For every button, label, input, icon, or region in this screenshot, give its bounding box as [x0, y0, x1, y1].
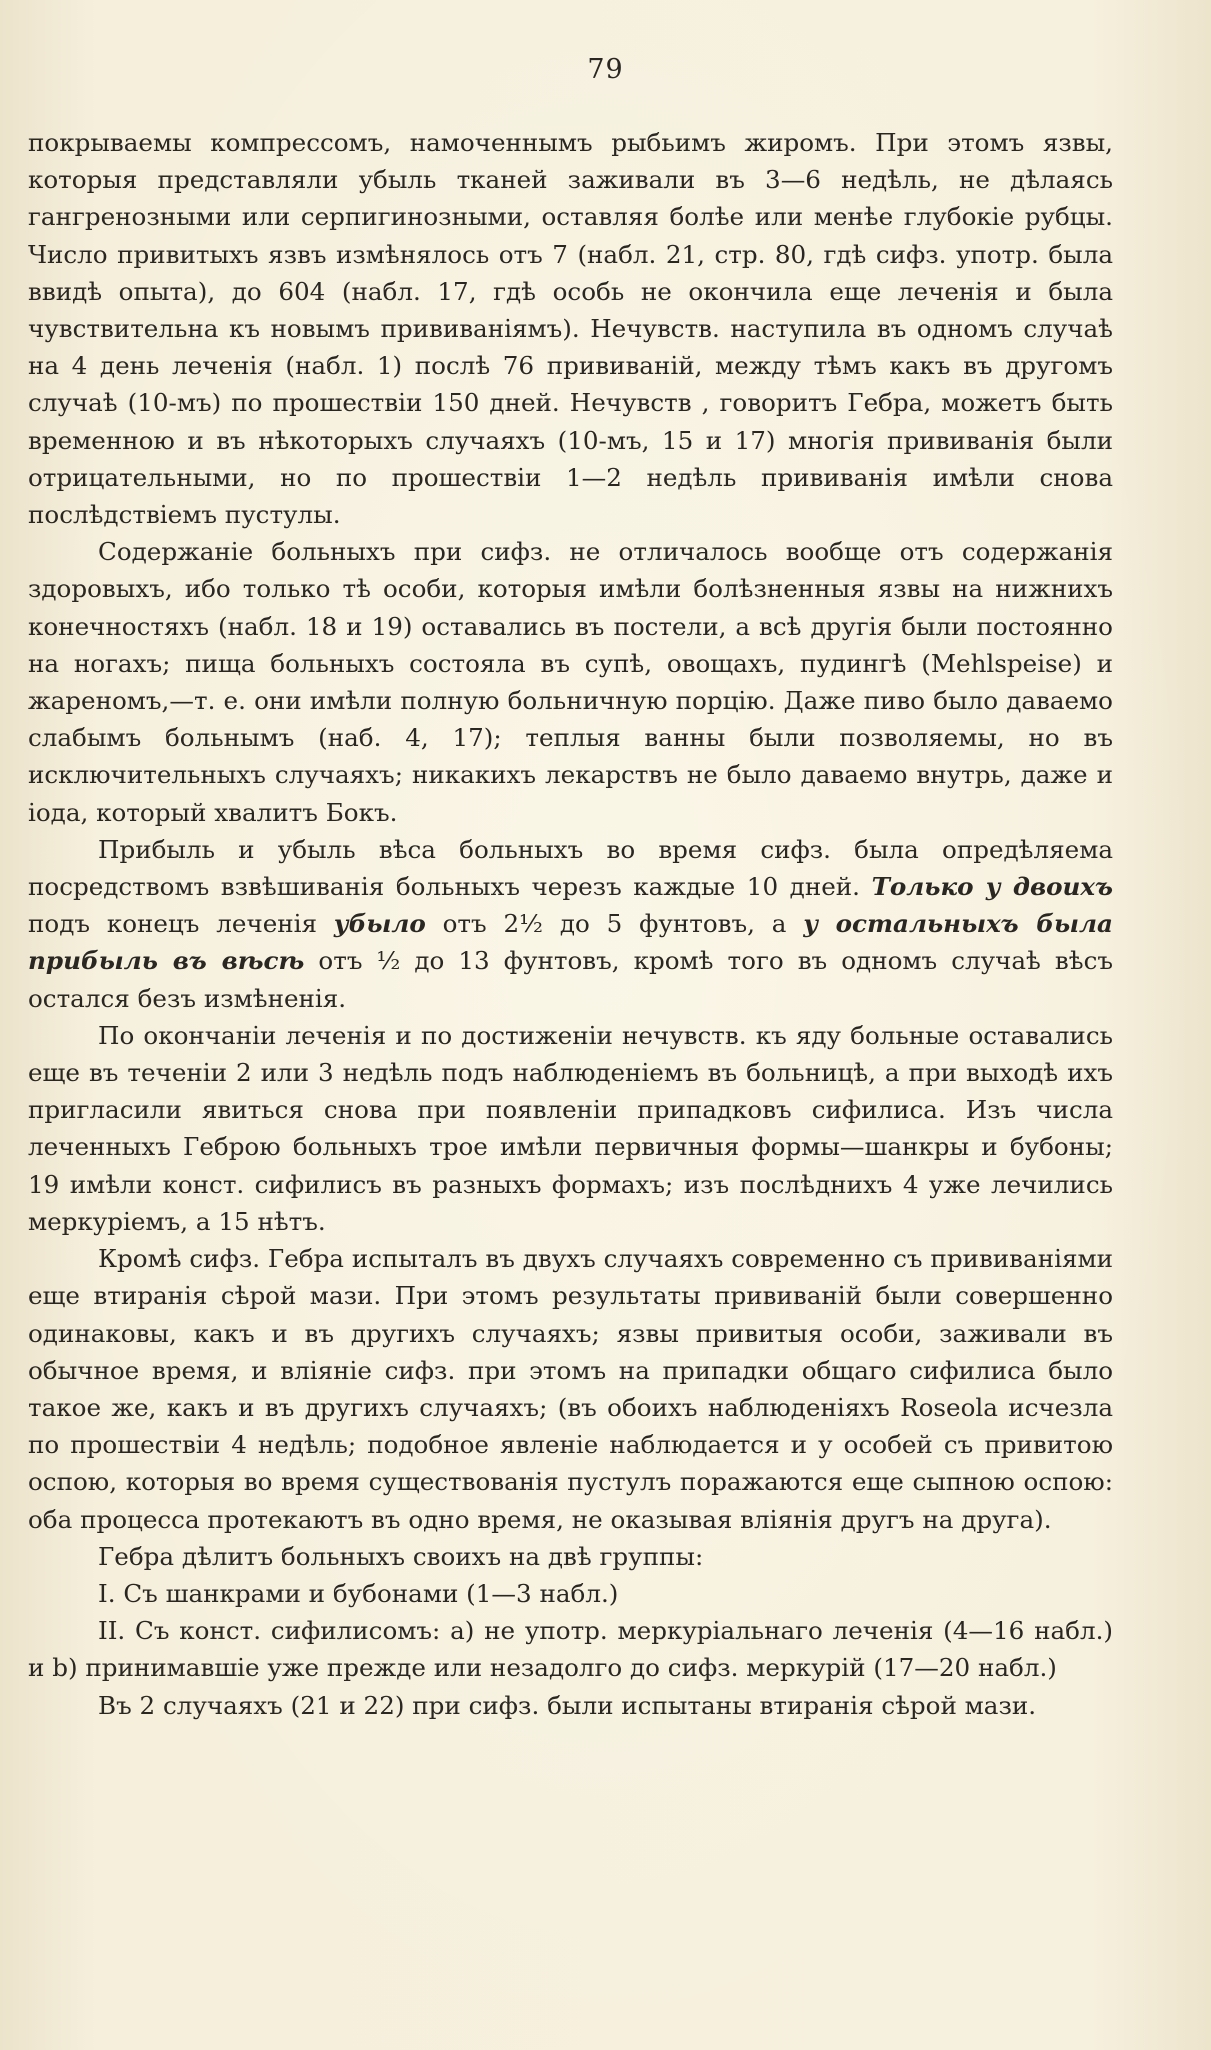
- text-run: Прибыль и убыль вѣса больныхъ во время сифз. была опредѣляема посредствомъ взвѣшиванія больныхъ черезъ каждые 10 дней.: [28, 834, 1113, 902]
- text-run: I. Съ шанкрами и бубонами (1—3 набл.): [98, 1578, 619, 1608]
- text-run: II. Съ конст. сифилисомъ: a) не употр. меркуріальнаго леченія (4—16 набл.) и b) принимавшіе уже прежде или незадолго до сифз. меркурій (17—20 набл.): [28, 1616, 1113, 1683]
- paragraph: [28, 1687, 1113, 1724]
- emphasis-text: Только у двоихъ: [871, 872, 1113, 902]
- paragraph: [28, 831, 1113, 1017]
- text-run: Гебра дѣлитъ больныхъ своихъ на двѣ группы:: [98, 1541, 704, 1571]
- body-text: [28, 124, 1113, 1724]
- text-run: отъ 2½ до 5 фунтовъ, а: [425, 909, 804, 939]
- text-run: покрываемы компрессомъ, намоченнымъ рыбьимъ жиромъ. При этомъ язвы, которыя представляли убыль тканей заживали въ 3—6 недѣль, не дѣлаясь гангренозными или серпигинозными, оставляя болѣе или менѣе глубокіе рубцы. Число привитыхъ язвъ измѣнялось отъ 7 (набл. 21, стр. 80, гдѣ сифз. употр. была ввидѣ опыта), до 604 (набл. 17, гдѣ особь не окончила еще леченія и была чувствительна къ новымъ прививаніямъ). Нечувств. наступила въ одномъ случаѣ на 4 день леченія (набл. 1) послѣ 76 прививаній, между тѣмъ какъ въ другомъ случаѣ (10-мъ) по прошествіи 150 дней. Нечувств , говоритъ Гебра, можетъ быть временною и въ нѣкоторыхъ случаяхъ (10-мъ, 15 и 17) многія прививанія были отрицательными, но по прошествіи 1—2 недѣль прививанія имѣли снова послѣдствіемъ пустулы.: [28, 128, 1113, 530]
- paragraph: [28, 533, 1113, 831]
- emphasis-text: убыло: [333, 909, 426, 939]
- page-number: 79: [587, 54, 624, 85]
- paragraph: [28, 1240, 1113, 1538]
- group-one-line: [28, 1575, 1113, 1612]
- text-run: Кромѣ сифз. Гебра испыталъ въ двухъ случаяхъ современно съ прививаніями еще втиранія сѣрой мази. При этомъ результаты прививаній были совершенно одинаковы, какъ и въ другихъ случаяхъ; язвы привитыя особи, заживали въ обычное время, и вліяніе сифз. при этомъ на припадки общаго сифилиса было такое же, какъ и въ другихъ случаяхъ; (въ обоихъ наблюденіяхъ Roseola исчезла по прошествіи 4 недѣль; подобное явленіе наблюдается и у особей съ привитою оспою, которыя во время существованія пустулъ поражаются еще сыпною оспою: оба процесса протекаютъ въ одно время, не оказывая вліянія другъ на друга).: [28, 1244, 1113, 1534]
- group-two-line: [28, 1612, 1113, 1686]
- text-run: По окончаніи леченія и по достиженіи нечувств. къ яду больные оставались еще въ теченіи 2 или 3 недѣль подъ наблюденіемъ въ больницѣ, а при выходѣ ихъ пригласили явиться снова при появленіи припадковъ сифилиса. Изъ числа леченныхъ Геброю больныхъ трое имѣли первичныя формы—шанкры и бубоны; 19 имѣли конст. сифилисъ въ разныхъ формахъ; изъ послѣднихъ 4 уже лечились меркуріемъ, а 15 нѣтъ.: [28, 1020, 1113, 1236]
- text-run: Содержаніе больныхъ при сифз. не отличалось вообще отъ содержанія здоровыхъ, ибо только тѣ особи, которыя имѣли болѣзненныя язвы на нижнихъ конечностяхъ (набл. 18 и 19) оставались въ постели, а всѣ другія были постоянно на ногахъ; пища больныхъ состояла въ супѣ, овощахъ, пудингѣ (Mehlspeise) и жареномъ,—т. е. они имѣли полную больничную порцію. Даже пиво было даваемо слабымъ больнымъ (наб. 4, 17); теплыя ванны были позволяемы, но въ исключительныхъ случаяхъ; никакихъ лекарствъ не было даваемо внутрь, даже и іода, который хвалитъ Бокъ.: [28, 537, 1113, 827]
- text-run: отъ ½ до 13 фунтовъ, кромѣ того въ одномъ случаѣ вѣсъ остался безъ измѣненія.: [28, 946, 1113, 1013]
- paragraph: [28, 1017, 1113, 1240]
- text-run: Въ 2 случаяхъ (21 и 22) при сифз. были испытаны втиранія сѣрой мази.: [98, 1690, 1037, 1720]
- emphasis-text: у остальныхъ была прибыль въ вѣсѣ: [28, 909, 1113, 976]
- text-run: подъ конецъ леченія: [28, 909, 334, 939]
- paragraph: [28, 124, 1113, 533]
- group-intro-line: [28, 1538, 1113, 1575]
